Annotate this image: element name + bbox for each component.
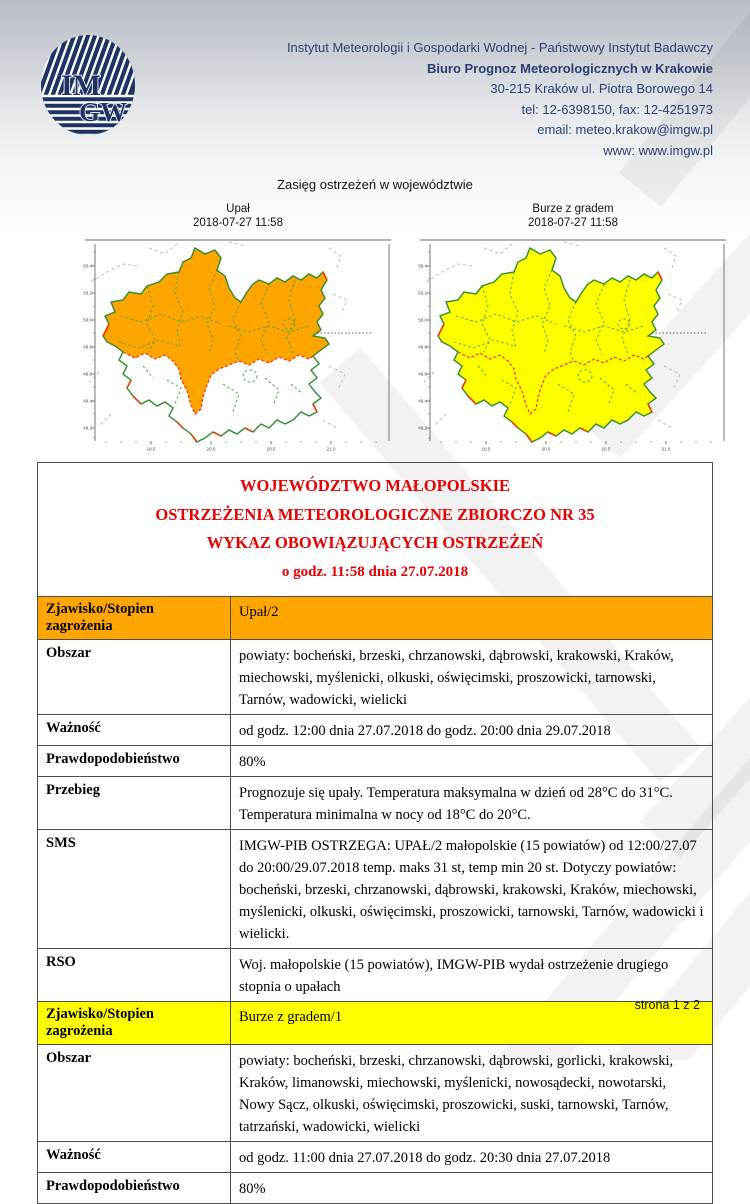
svg-text:20.5: 20.5 — [601, 446, 611, 452]
warning1-prawdopodobienstwo-label: Prawdopodobieństwo — [38, 746, 231, 777]
svg-text:49.8: 49.8 — [418, 344, 427, 350]
table-row — [38, 1142, 713, 1173]
table-title-line-3: WYKAZ OBOWIĄZUJĄCYCH OSTRZEŻEŃ — [206, 533, 544, 552]
header-bureau: Biuro Prognoz Meteorologicznych w Krakowie — [426, 60, 713, 76]
logo-text-im: IM — [61, 69, 101, 102]
imgw-logo — [38, 32, 138, 138]
warnings-table — [37, 462, 713, 1204]
table-row — [38, 715, 713, 746]
warning2-phenomenon-row — [38, 1002, 713, 1045]
svg-text:50.2: 50.2 — [83, 290, 92, 296]
warning2-phenomenon-label: Zjawisko/Stopien zagrożenia — [38, 1002, 231, 1045]
table-row — [38, 830, 713, 949]
svg-text:49.2: 49.2 — [83, 425, 92, 431]
warning1-phenomenon-label: Zjawisko/Stopien zagrożenia — [38, 597, 231, 640]
table-row — [38, 746, 713, 777]
svg-text:49.6: 49.6 — [83, 371, 92, 377]
warning1-waznosc-value: od godz. 12:00 dnia 27.07.2018 do godz. 20:00 dnia 29.07.2018 — [231, 715, 713, 746]
svg-text:49.4: 49.4 — [418, 398, 427, 404]
svg-text:50.4: 50.4 — [83, 263, 92, 269]
map-upal-timestamp: 2018-07-27 11:58 — [193, 216, 283, 229]
warning1-obszar-value: powiaty: bocheński, brzeski, chrzanowski, dąbrowski, krakowski, Kraków, miechowski, myślenicki, olkuski, oświęcimski, proszowicki, tarnowski, Tarnów, wadowicki, wielicki — [231, 640, 713, 715]
table-row — [38, 949, 713, 1002]
svg-text:50.0: 50.0 — [418, 317, 427, 323]
warning1-sms-label: SMS — [38, 830, 231, 949]
warning1-prawdopodobienstwo-value: 80% — [231, 746, 713, 777]
warning1-rso-label: RSO — [38, 949, 231, 1002]
map-block-burze — [417, 203, 729, 454]
map-upal-phenomenon: Upał — [226, 203, 250, 215]
warning2-prawdopodobienstwo-value: 80% — [231, 1173, 713, 1204]
svg-text:50.2: 50.2 — [418, 290, 427, 296]
table-row — [38, 1173, 713, 1204]
table-row — [38, 640, 713, 715]
header-www: www: www.imgw.pl — [603, 142, 713, 158]
svg-text:20.0: 20.0 — [206, 446, 216, 452]
warning1-phenomenon-row — [38, 597, 713, 640]
table-title-line-2: OSTRZEŻENIA METEOROLOGICZNE ZBIORCZO NR 35 — [155, 504, 595, 524]
svg-text:20.0: 20.0 — [541, 446, 551, 452]
warning2-obszar-label: Obszar — [38, 1045, 231, 1142]
svg-text:49.6: 49.6 — [418, 371, 427, 377]
warning1-przebieg-value: Prognozuje się upały. Temperatura maksymalna w dzień od 28°C do 31°C. Temperatura minimalna w nocy od 18°C do 20°C. — [231, 777, 713, 830]
warning1-obszar-label: Obszar — [38, 640, 231, 715]
warning2-obszar-value: powiaty: bocheński, brzeski, chrzanowski, dąbrowski, gorlicki, krakowski, Kraków, limanowski, miechowski, myślenicki, nowosądecki, nowotarski, Nowy Sącz, olkuski, oświęcimski, proszowicki, suski, tarnowski, Tarnów, tatrzański, wadowicki, wielicki — [231, 1045, 713, 1142]
svg-text:50.4: 50.4 — [418, 263, 427, 269]
table-title-row — [38, 463, 713, 597]
svg-text:49.4: 49.4 — [83, 398, 92, 404]
warning1-rso-value: Woj. małopolskie (15 powiatów), IMGW-PIB wydał ostrzeżenie drugiego stopnia o upałach — [231, 949, 713, 1002]
svg-text:19.5: 19.5 — [481, 446, 491, 452]
header-email: email: meteo.krakow@imgw.pl — [537, 122, 713, 138]
svg-text:50.0: 50.0 — [83, 317, 92, 323]
table-title-line-1: WOJEWÓDZTWO MAŁOPOLSKIE — [240, 476, 510, 495]
map-upal — [82, 236, 394, 454]
svg-text:20.5: 20.5 — [266, 446, 276, 452]
header-address: 30-215 Kraków ul. Piotra Borowego 14 — [490, 81, 713, 97]
map-burze-title — [417, 203, 729, 230]
table-title-line-4: o godz. 11:58 dnia 27.07.2018 — [281, 563, 469, 580]
maps-section-title: Zasięg ostrzeżeń w województwie — [277, 177, 473, 192]
map-upal-title — [82, 203, 394, 230]
map-burze — [417, 236, 729, 454]
warning2-waznosc-label: Ważność — [38, 1142, 231, 1173]
svg-text:21.0: 21.0 — [661, 446, 671, 452]
table-title-cell — [38, 463, 713, 597]
header-institute: Instytut Meteorologii i Gospodarki Wodnej - Państwowy Instytut Badawczy — [286, 40, 713, 55]
header-contact-block — [287, 38, 713, 162]
warning2-prawdopodobienstwo-label: Prawdopodobieństwo — [38, 1173, 231, 1204]
warning1-phenomenon-value: Upał/2 — [231, 597, 713, 640]
svg-text:19.5: 19.5 — [146, 446, 156, 452]
map-burze-timestamp: 2018-07-27 11:58 — [528, 216, 618, 229]
warning2-waznosc-value: od godz. 11:00 dnia 27.07.2018 do godz. 20:30 dnia 27.07.2018 — [231, 1142, 713, 1173]
svg-text:21.0: 21.0 — [326, 446, 336, 452]
logo-text-gw: GW — [79, 97, 128, 127]
header-phone-fax: tel: 12-6398150, fax: 12-4251973 — [521, 101, 713, 117]
warning1-waznosc-label: Ważność — [38, 715, 231, 746]
warning1-przebieg-label: Przebieg — [38, 777, 231, 830]
warning2-phenomenon-value: Burze z gradem/1 — [231, 1002, 713, 1045]
table-row — [38, 1045, 713, 1142]
page-number: strona 1 z 2 — [634, 998, 700, 1012]
svg-text:49.2: 49.2 — [418, 425, 427, 431]
svg-text:49.8: 49.8 — [83, 344, 92, 350]
warning1-sms-value: IMGW-PIB OSTRZEGA: UPAŁ/2 małopolskie (15 powiatów) od 12:00/27.07 do 20:00/29.07.2018 temp. maks 31 st, temp min 20 st. Dotyczy powiatów: bocheński, brzeski, chrzanowski, dąbrowski, krakowski, Kraków, miechowski, myślenicki, olkuski, oświęcimski, proszowicki, tarnowski, Tarnów, wadowicki i wielicki. — [231, 830, 713, 949]
map-block-upal — [82, 203, 394, 454]
table-row — [38, 777, 713, 830]
map-burze-phenomenon: Burze z gradem — [532, 203, 614, 215]
